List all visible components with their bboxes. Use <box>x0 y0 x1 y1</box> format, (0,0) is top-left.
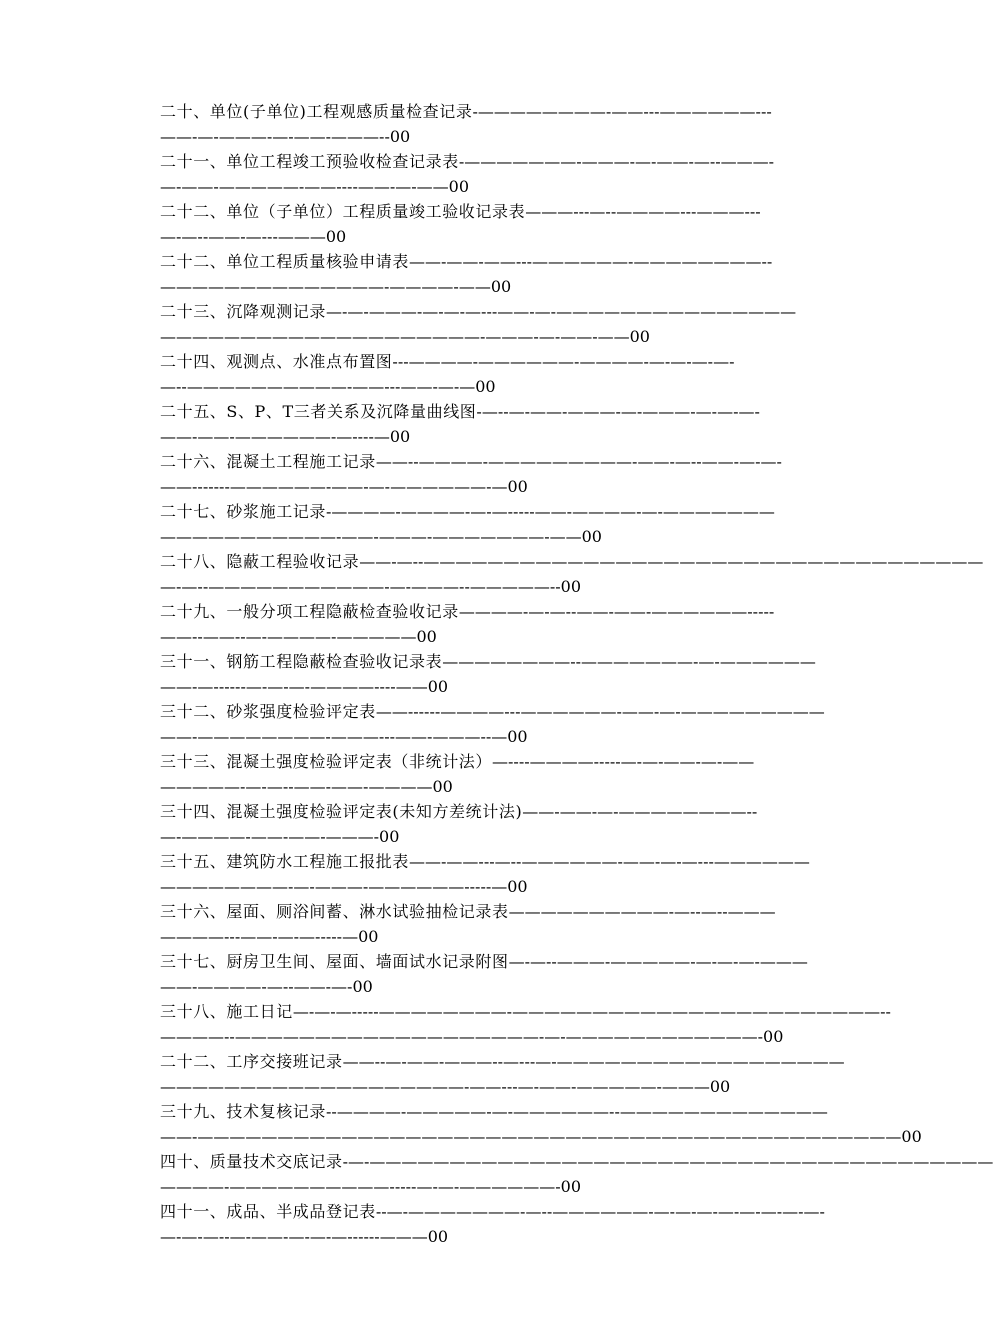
toc-page-number: 00 <box>507 877 528 896</box>
toc-entry[interactable] <box>160 99 840 149</box>
toc-entry-title: 四十、质量技术交底记录 <box>160 1152 343 1171</box>
toc-line <box>160 674 840 699</box>
toc-leader: -—--—-——-———-—-———-—-—-—- <box>476 402 760 421</box>
toc-entry-title: 二十五、S、P、T三者关系及沉降量曲线图 <box>160 402 477 421</box>
toc-entry[interactable] <box>160 299 840 349</box>
toc-leader: ——-—------—-—-—-————----—— <box>160 677 428 696</box>
toc-leader: ——-——-——————-—----— <box>160 427 390 446</box>
toc-line <box>160 749 840 774</box>
toc-page-number: 00 <box>427 1227 449 1246</box>
toc-leader: —--——————————-——---——-—-— <box>160 377 476 396</box>
toc-leader: ——--——--—-————-————— <box>160 627 417 646</box>
toc-leader: ——------————---——————-——-—-————————— <box>375 702 825 721</box>
toc-page-number: 00 <box>379 827 400 846</box>
toc-entry-title: 三十六、屋面、厕浴间蓄、淋水试验抽检记录表 <box>160 902 509 921</box>
toc-entry-title: 二十八、隐蔽工程验收记录 <box>160 552 360 571</box>
toc-leader: ———---—--————---———--- <box>525 202 761 221</box>
toc-entry[interactable] <box>160 1099 922 1149</box>
toc-page-number: 00 <box>389 127 411 146</box>
toc-leader: ---————-——————-————-—-—-—-—- <box>392 352 735 371</box>
toc-leader: —-—-———-—-—-—---——-—-——————————————— <box>326 302 797 321</box>
toc-leader: —-—--———-—————-—-—-—-——— <box>508 952 808 971</box>
toc-leader: ——-——---—--——————-——-—-—---—————— <box>409 852 810 871</box>
toc-line <box>160 1074 840 1099</box>
toc-entry-title: 二十九、一般分项工程隐蔽检查验收记录 <box>160 602 459 621</box>
toc-entry-title: 三十八、施工日记 <box>160 1002 293 1021</box>
toc-line <box>160 224 840 249</box>
toc-leader: -————-————-—-—-----——-————-—-——————— <box>326 502 775 521</box>
toc-page-number: 00 <box>432 777 453 796</box>
toc-leader: —-—-—-----————————-———————————————————————-- <box>292 1002 891 1021</box>
toc-line <box>160 924 840 949</box>
toc-leader: ——--————-—————————-——-—--——-—-—- <box>375 452 782 471</box>
toc-line <box>160 399 840 424</box>
toc-leader: —-—--——-—---——— <box>160 227 326 246</box>
toc-line <box>160 174 840 199</box>
toc-line <box>160 974 840 999</box>
toc-line <box>160 1049 845 1074</box>
toc-entry[interactable] <box>160 1199 840 1249</box>
toc-entry-title: 二十七、砂浆施工记录 <box>160 502 327 521</box>
toc-entry[interactable] <box>160 649 840 699</box>
toc-entry-title: 二十、单位(子单位)工程观感质量检查记录 <box>160 102 473 121</box>
toc-line <box>160 824 840 849</box>
toc-leader: —-——-—————-——----——-—-—— <box>160 177 449 196</box>
toc-page-number: 00 <box>416 627 437 646</box>
toc-line <box>160 1149 993 1174</box>
toc-entry-title: 三十九、技术复核记录 <box>160 1102 327 1121</box>
toc-line <box>160 274 840 299</box>
toc-entry[interactable] <box>160 699 840 749</box>
toc-page-number: 00 <box>475 377 496 396</box>
toc-line <box>160 774 840 799</box>
toc-leader: ——————————-—--—--——— <box>508 902 776 921</box>
toc-line <box>160 299 840 324</box>
toc-line <box>160 949 840 974</box>
toc-line <box>160 374 840 399</box>
toc-leader: ————————--———————-—-—————— <box>442 652 816 671</box>
toc-line <box>160 1124 922 1149</box>
toc-leader: ——--—-——-———--—---—-—————————————————— <box>342 1052 845 1071</box>
toc-entry[interactable] <box>160 349 840 399</box>
toc-page-number: 00 <box>389 427 411 446</box>
toc-page-number: 00 <box>507 477 528 496</box>
toc-leader: ————---——-—-—-----— <box>160 927 359 946</box>
toc-leader: ———————————-——-———-———————-—— <box>160 527 582 546</box>
toc-page-number: 00 <box>352 977 373 996</box>
toc-leader: —----————-----—-—-——-—-—— <box>492 752 755 771</box>
toc-entry-title: 二十三、沉降观测记录 <box>160 302 327 321</box>
toc-line <box>160 1024 840 1049</box>
toc-line <box>160 874 840 899</box>
toc-line <box>160 799 840 824</box>
toc-page-number: 00 <box>901 1127 922 1146</box>
toc-line <box>160 549 984 574</box>
toc-leader: ——-—-———-—-——-———-- <box>160 127 390 146</box>
toc-page-number: 00 <box>629 327 650 346</box>
toc-entry[interactable] <box>160 899 840 949</box>
toc-page-number: 00 <box>507 727 528 746</box>
toc-entry[interactable] <box>160 949 840 999</box>
toc-line <box>160 474 840 499</box>
toc-line <box>160 999 891 1024</box>
toc-entry-title: 三十二、砂浆强度检验评定表 <box>160 702 376 721</box>
toc-leader: ————-——————————-----—-—-——————- <box>160 1177 561 1196</box>
toc-line <box>160 699 840 724</box>
toc-entry-title: 二十四、观测点、水准点布置图 <box>160 352 393 371</box>
toc-line <box>160 1099 840 1124</box>
toc-line <box>160 649 840 674</box>
toc-entry[interactable] <box>160 499 840 549</box>
toc-entry-title: 二十二、工序交接班记录 <box>160 1052 343 1071</box>
toc-entry[interactable] <box>160 449 840 499</box>
toc-page-number: 00 <box>358 927 379 946</box>
toc-entry[interactable] <box>160 1149 993 1199</box>
toc-leader: ——-——-——---——————-————————-- <box>409 252 773 271</box>
toc-leader: --————-—————-—-——————--————————————— <box>326 1102 828 1121</box>
toc-line <box>160 149 840 174</box>
toc-leader: —-————-——-——-———- <box>160 827 380 846</box>
toc-entry[interactable] <box>160 549 984 599</box>
toc-entry-title: 三十三、混凝土强度检验评定表（非统计法） <box>160 752 493 771</box>
toc-entry-title: 二十六、混凝土工程施工记录 <box>160 452 376 471</box>
toc-leader: —-—--———————————-—-———--—————-- <box>160 577 561 596</box>
toc-entry-title: 三十四、混凝土强度检验评定表(未知方差统计法) <box>160 802 523 821</box>
toc-line <box>160 324 840 349</box>
toc-line <box>160 899 840 924</box>
toc-line <box>160 499 840 524</box>
toc-entry[interactable] <box>160 999 891 1049</box>
toc-entry-title: 三十五、建筑防水工程施工报批表 <box>160 852 410 871</box>
toc-line <box>160 1174 840 1199</box>
toc-leader: ——-—--——————————————————————————————————— <box>359 552 984 571</box>
toc-leader: ————-—-—--——-——-——————----- <box>458 602 775 621</box>
toc-entry[interactable] <box>160 399 840 449</box>
toc-entry[interactable] <box>160 249 840 299</box>
toc-leader: ——-------——————-——-—-——————-— <box>160 477 508 496</box>
toc-page-number: 00 <box>325 227 347 246</box>
toc-line <box>160 1224 840 1249</box>
toc-leader: ——-————-—--——-—- <box>160 977 353 996</box>
toc-entry[interactable] <box>160 749 840 799</box>
toc-leader: ——-——-—-————————-- <box>522 802 758 821</box>
toc-leader: ——-———————————————————————————————————————————— <box>160 1127 902 1146</box>
toc-line <box>160 574 840 599</box>
toc-line <box>160 349 840 374</box>
toc-line <box>160 249 840 274</box>
toc-leader: ——————————————-————-—— <box>160 277 491 296</box>
toc-leader: -————————-——---——————--- <box>472 102 772 121</box>
toc-entry-title: 二十一、单位工程竣工预验收检查记录表 <box>160 152 459 171</box>
toc-page-number: 00 <box>581 527 602 546</box>
toc-entry-title: 四十一、成品、半成品登记表 <box>160 1202 376 1221</box>
toc-entry[interactable] <box>160 1049 845 1099</box>
toc-line <box>160 99 840 124</box>
toc-leader: —-—-—--—-——-—-—-—------——— <box>160 1227 428 1246</box>
toc-line <box>160 124 840 149</box>
toc-line <box>160 449 840 474</box>
toc-entry[interactable] <box>160 149 840 199</box>
toc-entry[interactable] <box>160 599 840 649</box>
toc-entry-title: 二十二、单位（子单位）工程质量竣工验收记录表 <box>160 202 526 221</box>
toc-leader: -———————-———-—-——-—--———- <box>458 152 775 171</box>
toc-line <box>160 199 840 224</box>
table-of-contents <box>160 99 993 1249</box>
toc-entry[interactable] <box>160 799 840 849</box>
toc-page-number: 00 <box>427 677 449 696</box>
toc-page-number: 00 <box>560 1177 582 1196</box>
toc-leader: ——-————————-———---——-———--— <box>160 727 508 746</box>
toc-leader: —————-—-—--——-——-———— <box>160 777 433 796</box>
toc-leader: -—-——————————————————————————————————————— <box>342 1152 993 1171</box>
toc-line <box>160 1199 840 1224</box>
toc-leader: --—-———————-—--——————-—-—-—-—-—-—-—-—- <box>375 1202 825 1221</box>
toc-entry-title: 三十一、钢筋工程隐蔽检查验收记录表 <box>160 652 443 671</box>
toc-leader: ————————————————————-———-—-——-—— <box>160 327 630 346</box>
toc-line <box>160 849 840 874</box>
toc-leader: ———————————————————-——---—-——-—————-——— <box>160 1077 710 1096</box>
toc-entry-title: 二十二、单位工程质量核验申请表 <box>160 252 410 271</box>
toc-leader: ————--———————————————————-—-————————————- <box>160 1027 764 1046</box>
toc-entry-title: 三十七、厨房卫生间、屋面、墙面试水记录附图 <box>160 952 509 971</box>
toc-entry[interactable] <box>160 199 840 249</box>
toc-page-number: 00 <box>763 1027 784 1046</box>
toc-page-number: 00 <box>490 277 512 296</box>
toc-page-number: 00 <box>448 177 470 196</box>
toc-page-number: 00 <box>560 577 582 596</box>
toc-line <box>160 424 840 449</box>
toc-line <box>160 724 840 749</box>
toc-line <box>160 524 840 549</box>
toc-line <box>160 599 840 624</box>
toc-page-number: 00 <box>709 1077 731 1096</box>
toc-entry[interactable] <box>160 849 840 899</box>
toc-line <box>160 624 840 649</box>
toc-leader: ————————-—-———-——————-----— <box>160 877 508 896</box>
